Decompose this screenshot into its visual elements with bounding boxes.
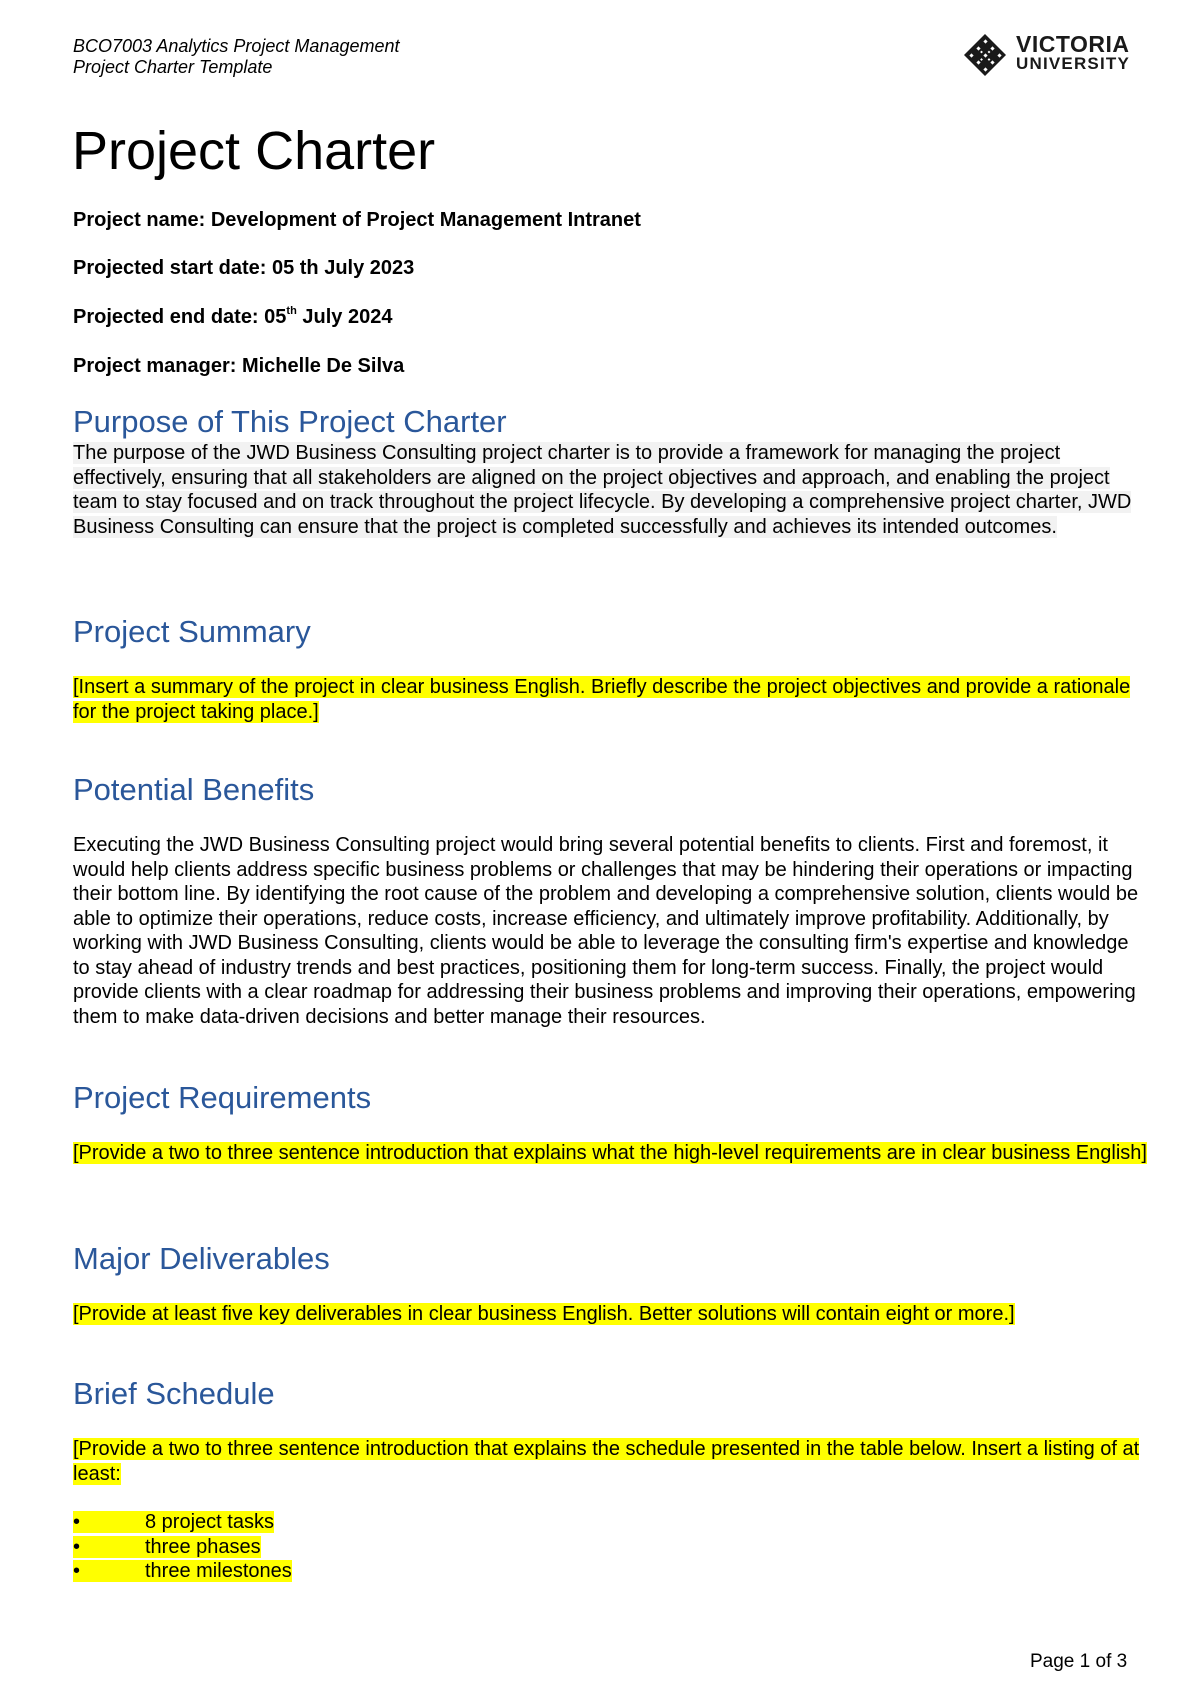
- page-title: Project Charter: [72, 121, 436, 181]
- purpose-text: The purpose of the JWD Business Consulting project charter is to provide a framework for managing the project effectively, ensuring that all stakeholders are aligned on the project objectives and approach, and enabling the project team to stay focused and on track throughout the project lifecycle. By developing a comprehensive project charter, JWD Business Consulting can ensure that the project is completed successfully and achieves its intended outcomes.: [73, 442, 1132, 538]
- manager-label: Project manager:: [73, 355, 237, 377]
- summary-placeholder: [Insert a summary of the project in clear business English. Briefly describe the project objectives and provide a rationale for the project taking place.]: [73, 676, 1131, 723]
- requirements-placeholder: [Provide a two to three sentence introduction that explains what the high-level requirements are in clear business English]: [73, 1142, 1147, 1164]
- end-date-rest: July 2024: [302, 306, 393, 328]
- requirements-heading: Project Requirements: [73, 1080, 372, 1115]
- logo-wordmark: [1016, 31, 1131, 74]
- start-date-value: 05 th July 2023: [271, 257, 415, 279]
- bullet-glyph: •: [73, 1560, 81, 1582]
- deliverables-heading: Major Deliverables: [73, 1241, 330, 1276]
- summary-heading: Project Summary: [73, 614, 311, 649]
- start-date-label: Projected start date:: [73, 257, 267, 279]
- schedule-body: [73, 1437, 1148, 1486]
- requirements-body: [73, 1141, 1148, 1166]
- list-item: [73, 1559, 292, 1584]
- victoria-university-logo: [964, 30, 1136, 78]
- summary-body: [73, 675, 1148, 724]
- purpose-body: [73, 441, 1148, 539]
- end-date-day: 05: [264, 306, 287, 328]
- end-date-line: [73, 305, 392, 329]
- list-item: [73, 1535, 292, 1560]
- schedule-placeholder: [Provide a two to three sentence introduction that explains the schedule presented in the table below. Insert a listing of at least:: [73, 1438, 1140, 1485]
- page-number: Page 1 of 3: [1030, 1651, 1128, 1672]
- end-date-label: Projected end date:: [73, 306, 259, 328]
- running-header: [73, 36, 400, 78]
- manager-line: [73, 354, 404, 378]
- bullet-glyph: •: [73, 1535, 81, 1558]
- deliverables-placeholder: [Provide at least five key deliverables in clear business English. Better solutions will contain eight or more.]: [73, 1303, 1015, 1325]
- bullet-glyph: •: [73, 1511, 81, 1533]
- manager-value: Michelle De Silva: [241, 355, 405, 377]
- project-name-label: Project name:: [73, 209, 206, 231]
- schedule-bullet-list: [73, 1510, 292, 1584]
- template-line: Project Charter Template: [73, 57, 273, 77]
- benefits-heading: Potential Benefits: [73, 772, 315, 807]
- deliverables-body: [73, 1302, 1148, 1327]
- end-date-ordinal: th: [286, 305, 297, 317]
- schedule-heading: Brief Schedule: [73, 1376, 275, 1411]
- benefits-body: Executing the JWD Business Consulting project would bring several potential benefits to clients. First and foremost, it would help clients address specific business problems or challenges that may be hindering their operations or impacting their bottom line. By identifying the root cause of the problem and developing a comprehensive solution, clients would be able to optimize their operations, reduce costs, increase efficiency, and ultimately improve profitability. Additionally, by working with JWD Business Consulting, clients would be able to leverage the consulting firm's expertise and knowledge to stay ahead of industry trends and best practices, positioning them for long-term success. Finally, the project would provide clients with a clear roadmap for addressing their business problems and improving their operations, empowering them to make data-driven decisions and better manage their resources.: [73, 834, 1139, 1028]
- bullet-text: three milestones: [145, 1560, 292, 1582]
- list-item: [73, 1510, 292, 1535]
- course-line: BCO7003 Analytics Project Management: [73, 36, 400, 56]
- logo-line-2: UNIVERSITY: [1016, 54, 1131, 73]
- start-date-line: [73, 256, 414, 280]
- purpose-heading: Purpose of This Project Charter: [73, 404, 507, 439]
- bullet-text: 8 project tasks: [145, 1511, 274, 1533]
- project-name-line: [73, 208, 641, 232]
- bullet-text: three phases: [145, 1535, 261, 1558]
- project-name-value: Development of Project Management Intranet: [210, 209, 641, 231]
- victoria-university-logo-icon: [964, 34, 1006, 76]
- logo-line-1: VICTORIA: [1016, 31, 1130, 57]
